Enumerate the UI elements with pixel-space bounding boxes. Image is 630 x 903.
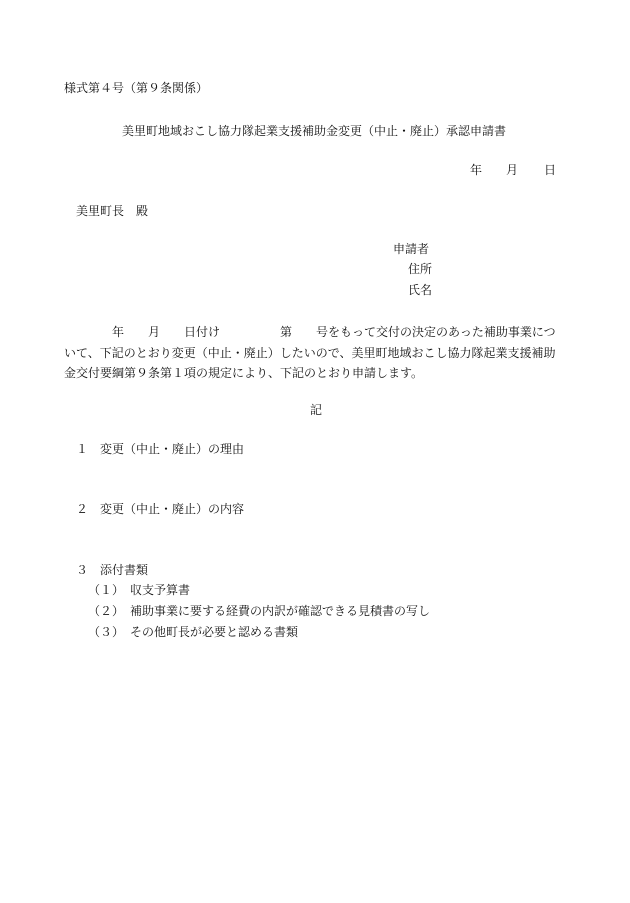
name-label: 氏名 <box>408 283 433 297</box>
date-year: 年 <box>470 163 483 177</box>
attachment-label: 補助事業に要する経費の内訳が確認できる見積書の写し <box>130 604 431 618</box>
item-label: 変更（中止・廃止）の理由 <box>100 442 245 456</box>
document-title: 美里町地域おこし協力隊起業支援補助金変更（中止・廃止）承認申請書 <box>122 124 507 138</box>
address-label: 住所 <box>408 262 433 276</box>
attachment-number: （２） <box>88 604 125 618</box>
item-reason <box>76 443 244 455</box>
body-line: 金交付要綱第９条第１項の規定により、下記のとおり申請します。 <box>64 366 424 380</box>
ki-heading: 記 <box>310 403 323 417</box>
form-number: 様式第４号（第９条関係） <box>64 81 209 95</box>
date-day: 日 <box>544 163 557 177</box>
applicant-label: 申請者 <box>393 242 430 256</box>
date-month: 月 <box>506 163 519 177</box>
item-number: ２ <box>76 502 89 516</box>
body-line: いて、下記のとおり変更（中止・廃止）したいので、美里町地域おこし協力隊起業支援補助 <box>64 345 556 360</box>
body-line: 年 月 日付け 第 号をもって交付の決定のあった補助事業につ <box>64 325 556 339</box>
item-attachments <box>76 564 148 576</box>
addressee: 美里町長 殿 <box>76 204 149 218</box>
attachment-label: 収支予算書 <box>130 583 191 597</box>
attachment-label: その他町長が必要と認める書類 <box>130 625 299 639</box>
attachment-item <box>88 605 430 617</box>
attachment-number: （１） <box>88 583 125 597</box>
item-label: 添付書類 <box>100 563 149 577</box>
attachment-item <box>88 584 190 596</box>
item-number: ３ <box>76 563 89 577</box>
date-line <box>470 164 556 176</box>
attachment-item <box>88 626 298 638</box>
attachment-number: （３） <box>88 625 125 639</box>
body-text <box>64 322 564 384</box>
item-number: １ <box>76 442 89 456</box>
item-content <box>76 503 244 515</box>
item-label: 変更（中止・廃止）の内容 <box>100 502 245 516</box>
